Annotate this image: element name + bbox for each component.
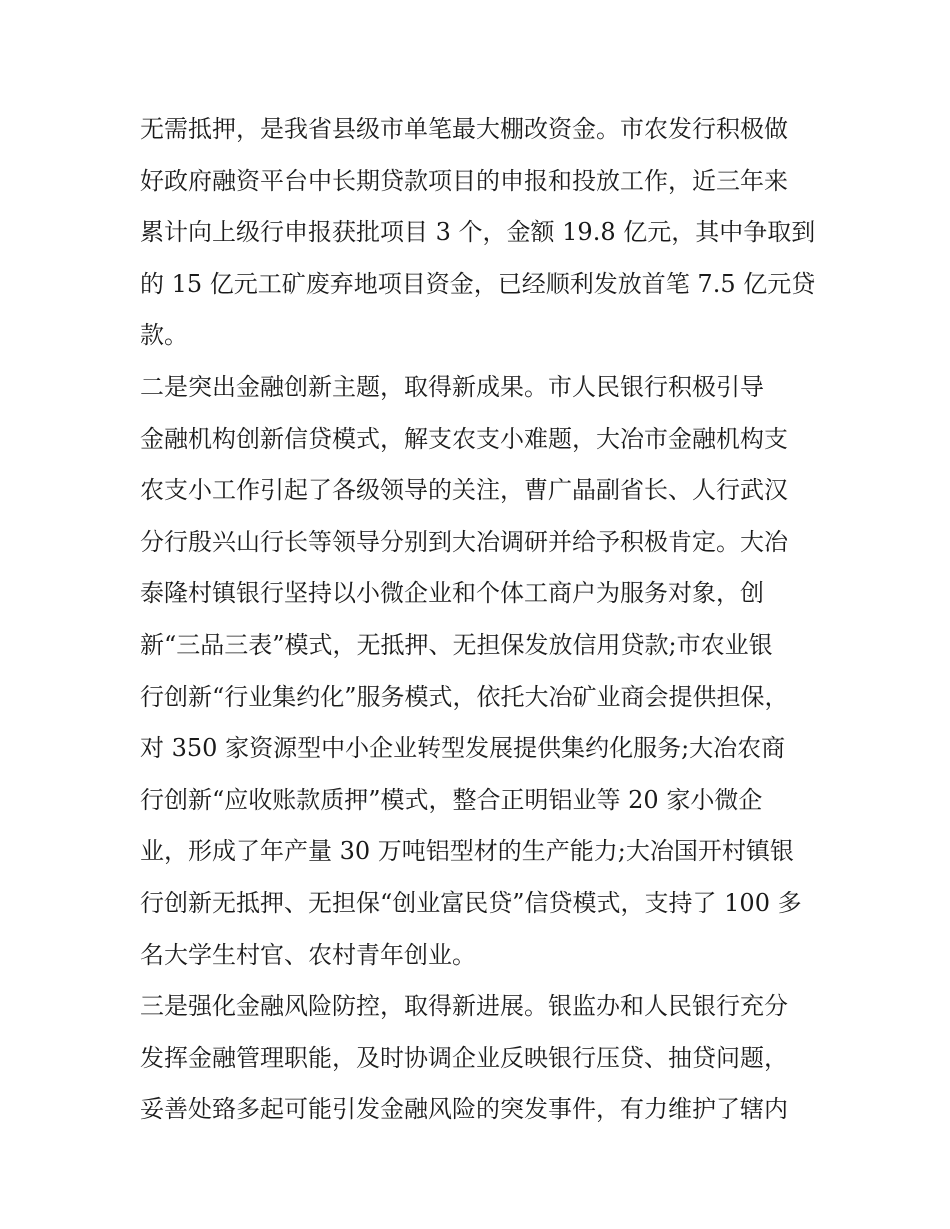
text-line: 无需抵押，是我省县级市单笔最大棚改资金。市农发行积极做 [140, 115, 788, 143]
text-line: 金融机构创新信贷模式，解支农支小难题，大冶市金融机构支 [140, 424, 788, 453]
text-line: 对 350 家资源型中小企业转型发展提供集约化服务;大冶农商 [140, 734, 786, 763]
text-line: 累计向上级行申报获批项目 3 个，金额 19.8 亿元，其中争取到 [140, 218, 816, 247]
text-line: 妥善处臵多起可能引发金融风险的突发事件，有力维护了辖内 [140, 1095, 788, 1124]
text-line: 款。 [140, 321, 188, 350]
text-line: 泰隆村镇银行坚持以小微企业和个体工商户为服务对象，创 [140, 579, 764, 608]
text-line: 的 15 亿元工矿废弃地项目资金，已经顺利发放首笔 7.5 亿元贷 [140, 269, 816, 298]
text-line: 业，形成了年产量 30 万吨铝型材的生产能力;大冶国开村镇银 [140, 837, 794, 866]
text-line: 行创新无抵押、无担保“创业富民贷”信贷模式，支持了 100 多 [140, 888, 802, 917]
text-line: 新“三品三表”模式，无抵押、无担保发放信用贷款;市农业银 [140, 630, 773, 659]
text-line: 好政府融资平台中长期贷款项目的申报和投放工作，近三年来 [140, 166, 788, 195]
text-line: 分行殷兴山行长等领导分别到大冶调研并给予积极肯定。大冶 [140, 527, 788, 556]
text-line: 三是强化金融风险防控，取得新进展。银监办和人民银行充分 [140, 992, 788, 1021]
text-line: 行创新“应收账款质押”模式，整合正明铝业等 20 家小微企 [140, 785, 763, 814]
text-line: 行创新“行业集约化”服务模式，依托大冶矿业商会提供担保， [140, 682, 789, 711]
text-line: 农支小工作引起了各级领导的关注，曹广晶副省长、人行武汉 [140, 476, 788, 505]
text-line: 二是突出金融创新主题，取得新成果。市人民银行积极引导 [140, 372, 764, 401]
text-line: 发挥金融管理职能，及时协调企业反映银行压贷、抽贷问题， [140, 1043, 788, 1072]
text-line: 名大学生村官、农村青年创业。 [140, 940, 476, 969]
body-text [140, 104, 820, 1136]
